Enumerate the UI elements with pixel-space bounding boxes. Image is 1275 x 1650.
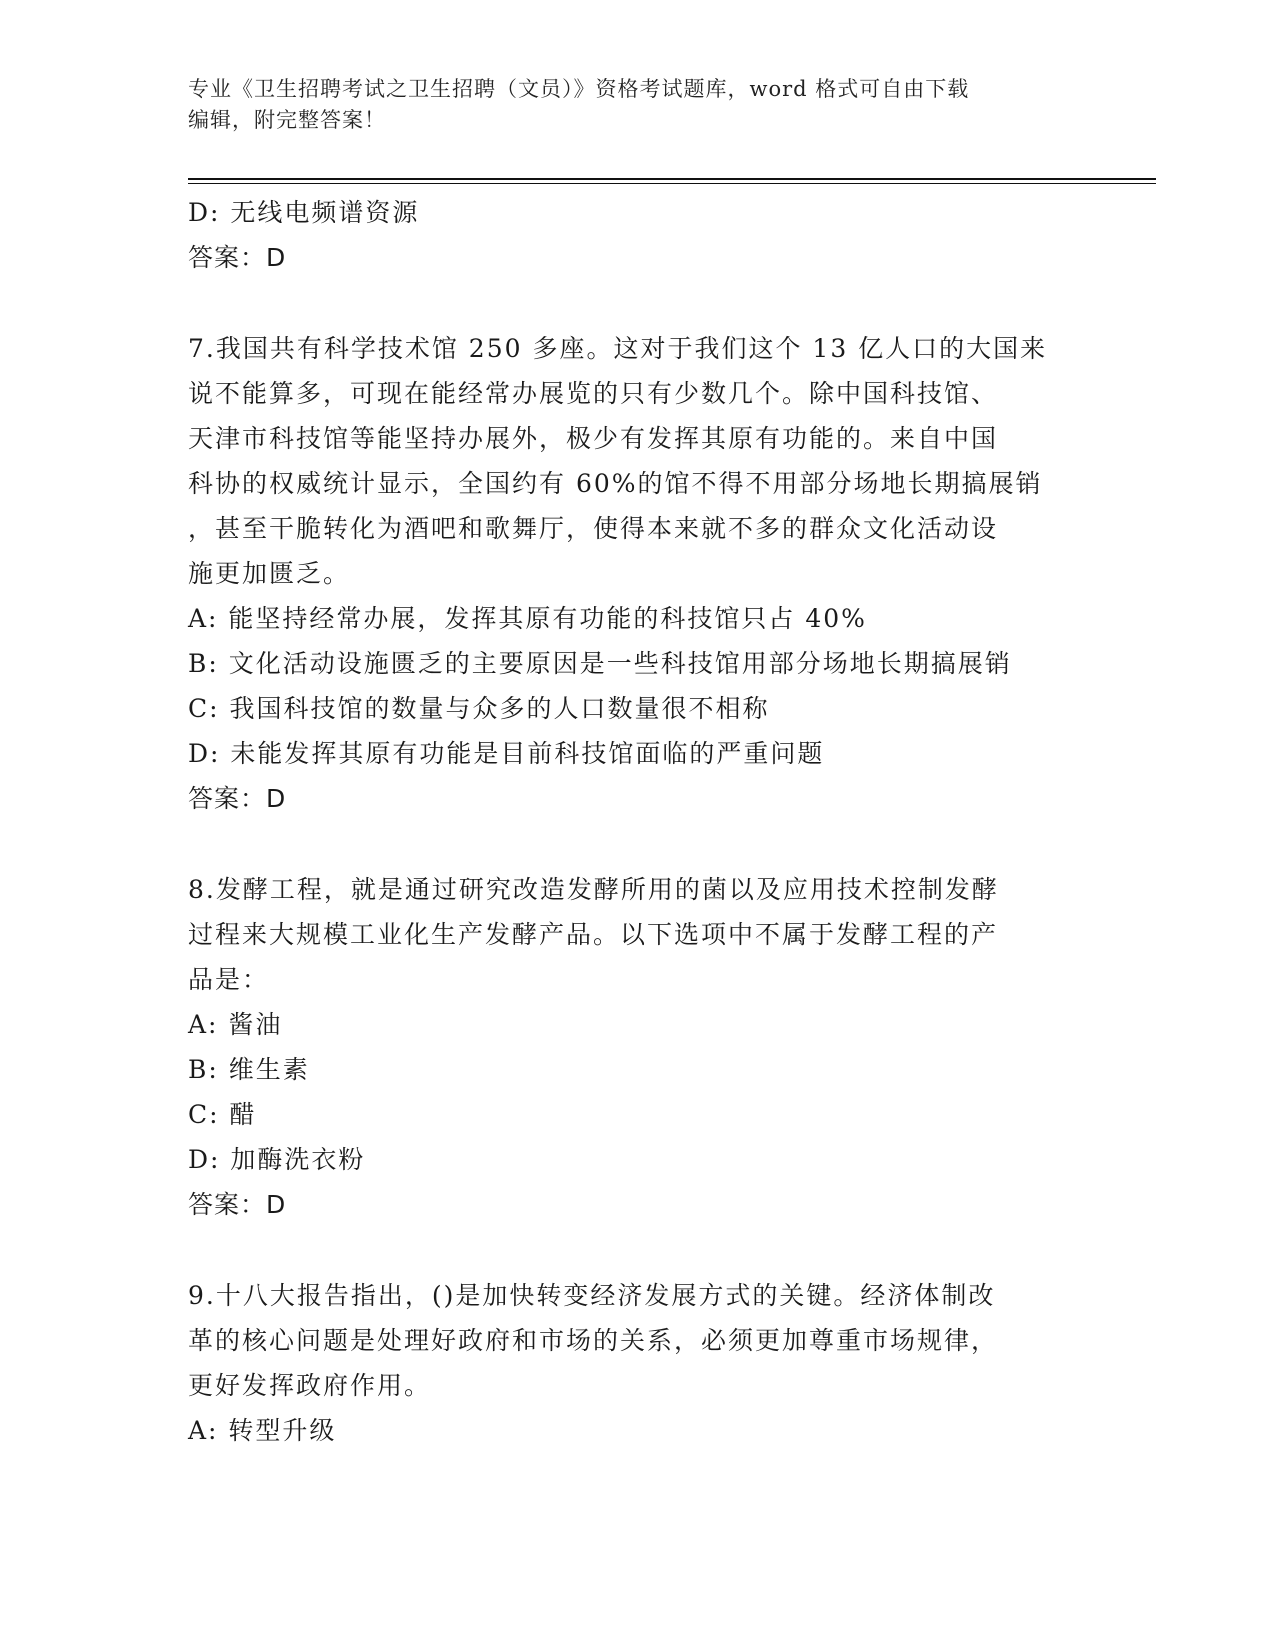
q9-line-1: 9.十八大报告指出，()是加快转变经济发展方式的关键。经济体制改 [188, 1281, 996, 1310]
prev-option-d: D: 无线电频谱资源 [188, 198, 420, 227]
header-line-1: 专业《卫生招聘考试之卫生招聘（文员）》资格考试题库，word 格式可自由下载 [188, 77, 970, 101]
q8-line-2: 过程来大规模工业化生产发酵产品。以下选项中不属于发酵工程的产 [188, 920, 999, 949]
q7-option-c: C: 我国科技馆的数量与众多的人口数量很不相称 [188, 694, 770, 723]
prev-answer: 答案：D [188, 243, 287, 272]
q9-line-3: 更好发挥政府作用。 [188, 1371, 432, 1400]
header-line-2: 编辑，附完整答案！ [188, 108, 386, 132]
question-7 [188, 326, 1088, 821]
q8-option-a: A: 酱油 [188, 1010, 283, 1039]
q9-option-a: A: 转型升级 [188, 1416, 337, 1445]
q7-line-1: 7.我国共有科学技术馆 250 多座。这对于我们这个 13 亿人口的大国来 [188, 334, 1048, 363]
q7-line-6: 施更加匮乏。 [188, 559, 351, 588]
q8-answer: 答案：D [188, 1190, 287, 1219]
spacer [188, 821, 1088, 867]
question-9 [188, 1273, 1088, 1453]
q8-line-1: 8.发酵工程，就是通过研究改造发酵所用的菌以及应用技术控制发酵 [188, 875, 999, 904]
spacer [188, 280, 1088, 326]
question-content [188, 190, 1088, 1453]
q9-line-2: 革的核心问题是处理好政府和市场的关系，必须更加尊重市场规律， [188, 1326, 999, 1355]
q8-option-b: B: 维生素 [188, 1055, 310, 1084]
q7-line-4: 科协的权威统计显示，全国约有 60%的馆不得不用部分场地长期搞展销 [188, 469, 1043, 498]
q7-option-d: D: 未能发挥其原有功能是目前科技馆面临的严重问题 [188, 739, 825, 768]
q7-option-a: A: 能坚持经常办展，发挥其原有功能的科技馆只占 40% [188, 604, 867, 633]
q7-line-5: ，甚至干脆转化为酒吧和歌舞厅，使得本来就不多的群众文化活动设 [188, 514, 999, 543]
q8-option-c: C: 醋 [188, 1100, 257, 1129]
q8-option-d: D: 加酶洗衣粉 [188, 1145, 366, 1174]
q7-line-3: 天津市科技馆等能坚持办展外，极少有发挥其原有功能的。来自中国 [188, 424, 999, 453]
question-8 [188, 867, 1088, 1227]
spacer [188, 1227, 1088, 1273]
q7-option-b: B: 文化活动设施匮乏的主要原因是一些科技馆用部分场地长期搞展销 [188, 649, 1012, 678]
header-rule-thick [188, 178, 1156, 180]
q8-line-3: 品是： [188, 965, 270, 994]
q7-answer: 答案：D [188, 784, 287, 813]
page-header [188, 74, 1068, 136]
header-rule-thin [188, 183, 1156, 184]
q7-line-2: 说不能算多，可现在能经常办展览的只有少数几个。除中国科技馆、 [188, 379, 999, 408]
